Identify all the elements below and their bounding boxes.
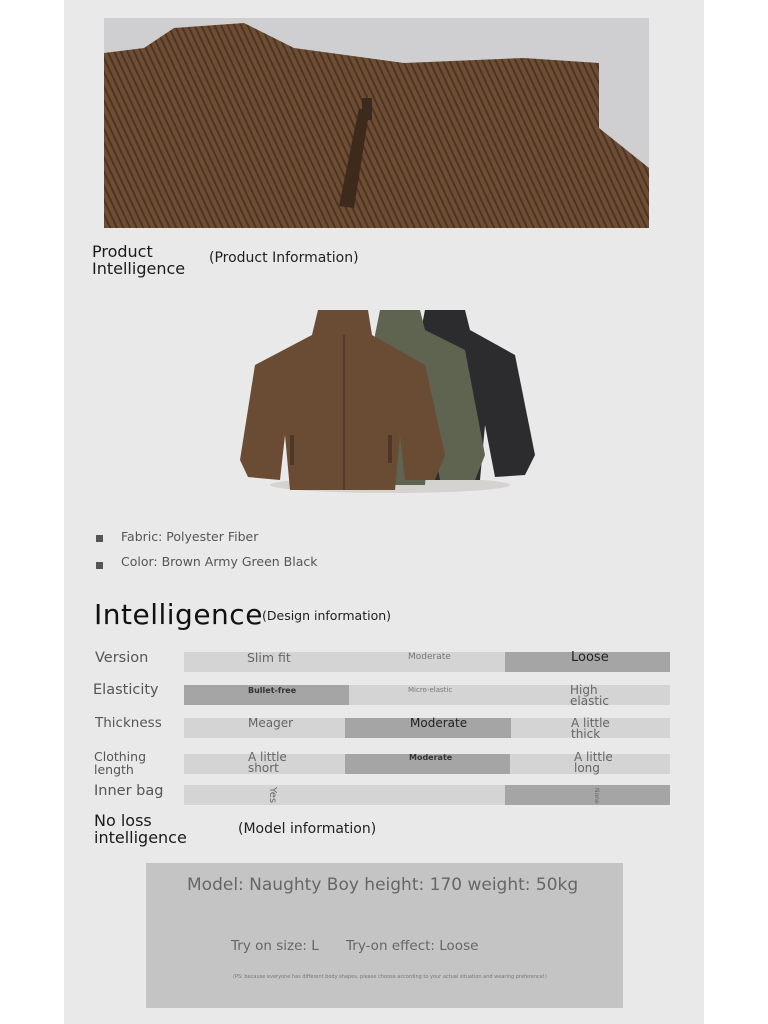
- option-slim-fit: Slim fit: [247, 650, 291, 665]
- design-section-subtitle: (Design information): [262, 608, 392, 623]
- clothing-length-scale-bar: [184, 750, 670, 775]
- square-bullet-icon: [96, 535, 103, 542]
- row-label-thickness: Thickness: [95, 715, 162, 731]
- hero-jacket-closeup-image: [104, 18, 649, 228]
- model-title-line1: No loss: [94, 811, 152, 830]
- inner-bag-scale-bar: [184, 785, 670, 805]
- row-label-version: Version: [95, 650, 149, 666]
- try-on-size: Try on size: L: [231, 938, 319, 954]
- option-moderate: Moderate: [409, 753, 453, 762]
- model-info-box: [146, 863, 623, 1008]
- product-title-line2: Intelligence: [92, 259, 186, 278]
- option-meager: Meager: [248, 716, 294, 730]
- thickness-scale-bar: [184, 716, 670, 741]
- option-a-little-short: A little short: [248, 750, 287, 775]
- option-high-elastic: High elastic: [570, 683, 609, 708]
- version-scale-bar: [184, 652, 670, 672]
- model-stats: Model: Naughty Boy height: 170 weight: 50kg: [187, 875, 579, 895]
- option-yes: Yes: [267, 787, 278, 804]
- model-section-title: [94, 812, 187, 846]
- option-bullet-free: Bullet-free: [248, 686, 297, 695]
- spec-fabric: Fabric: Polyester Fiber: [121, 529, 259, 544]
- try-on-effect: Try-on effect: Loose: [346, 938, 479, 954]
- option-loose: Loose: [571, 650, 609, 665]
- option-a-little-thick: A little thick: [571, 716, 610, 741]
- product-title-line1: Product: [92, 242, 153, 261]
- row-label-elasticity: Elasticity: [93, 682, 159, 698]
- square-bullet-icon: [96, 562, 103, 569]
- option-a-little-long: A little long: [574, 750, 613, 775]
- size-note: (PS: because everyone has different body shapes, please choose according to your actual situation and wearing preference!): [233, 974, 547, 980]
- option-moderate: Moderate: [408, 652, 451, 662]
- product-section-title: [92, 243, 185, 277]
- option-none: None: [593, 788, 600, 804]
- model-section-subtitle: (Model information): [238, 821, 377, 837]
- option-moderate: Moderate: [410, 716, 468, 730]
- model-title-line2: intelligence: [94, 828, 187, 847]
- design-section-title: Intelligence: [94, 598, 263, 631]
- row-label-clothing-length: Clothing length: [94, 749, 147, 777]
- inner-bag-selected-segment: [505, 785, 670, 805]
- option-micro-elastic: Micro-elastic: [408, 686, 453, 694]
- elasticity-scale-bar: [184, 683, 670, 708]
- product-section-subtitle: (Product Information): [209, 250, 359, 266]
- jackets-color-variants-image: [240, 305, 540, 500]
- row-label-inner-bag: Inner bag: [94, 783, 164, 799]
- spec-color: Color: Brown Army Green Black: [121, 554, 318, 569]
